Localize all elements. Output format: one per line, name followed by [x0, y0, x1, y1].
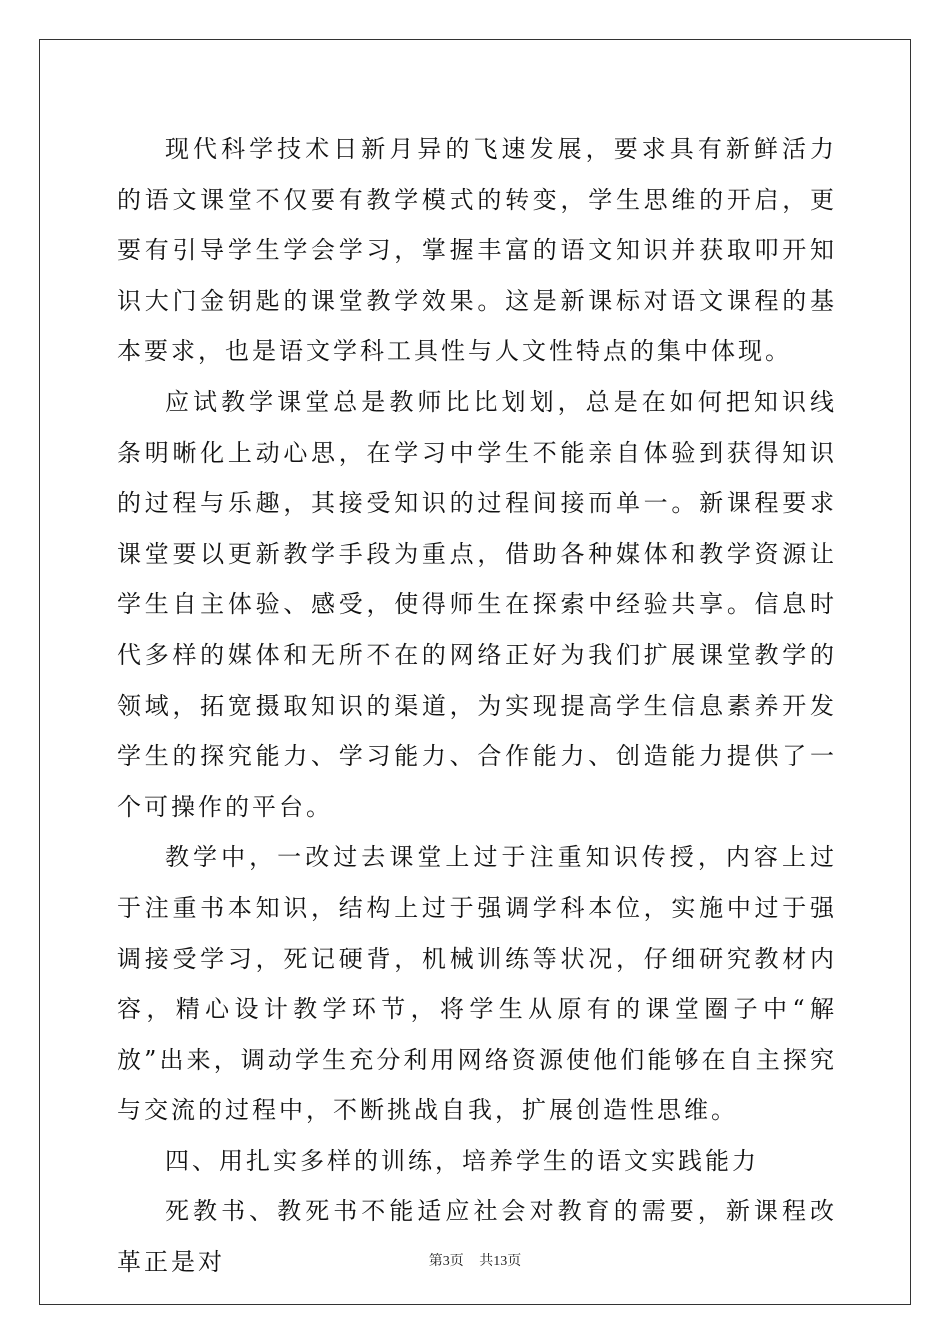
section-heading: 四、用扎实多样的训练，培养学生的语文实践能力 — [165, 1146, 759, 1175]
paragraph: 死教书、教死书不能适应社会对教育的需要，新课程改革正是对 — [117, 1197, 837, 1277]
paragraph: 教学中，一改过去课堂上过于注重知识传授，内容上过于注重书本知识，结构上过于强调学科本位，实施中过于强调接受学习，死记硬背，机械训练等状况，仔细研究教材内容，精心设计教学环节，将学生从原有的课堂圈子中“解放”出来，调动学生充分利用网络资源使他们能够在自主探究与交流的过程中，不断挑战自我，扩展创造性思维。 — [117, 843, 837, 1125]
paragraph: 应试教学课堂总是教师比比划划，总是在如何把知识线条明晰化上动心思，在学习中学生不能亲自体验到获得知识的过程与乐趣，其接受知识的过程间接而单一。新课程要求课堂要以更新教学手段为重点，借助各种媒体和教学资源让学生自主体验、感受，使得师生在探索中经验共享。信息时代多样的媒体和无所不在的网络正好为我们扩展课堂教学的领域，拓宽摄取知识的渠道，为实现提高学生信息素养开发学生的探究能力、学习能力、合作能力、创造能力提供了一个可操作的平台。 — [117, 387, 837, 821]
page-number: 第3页 — [428, 1254, 464, 1269]
page-total: 共13页 — [479, 1254, 522, 1269]
paragraph: 现代科学技术日新月异的飞速发展，要求具有新鲜活力的语文课堂不仅要有教学模式的转变，学生思维的开启，更要有引导学生学会学习，掌握丰富的语文知识并获取叩开知识大门金钥匙的课堂教学效果。这是新课标对语文课程的基本要求，也是语文学科工具性与人文性特点的集中体现。 — [117, 135, 837, 366]
page-footer — [0, 1250, 950, 1270]
document-body — [117, 124, 837, 1288]
